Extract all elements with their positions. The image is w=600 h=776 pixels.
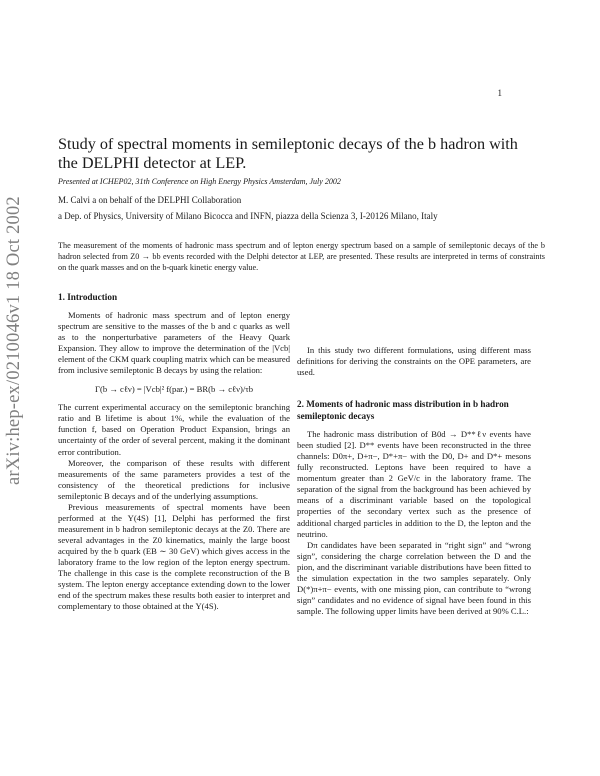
intro-paragraph-5: In this study two different formulations, using different mass definitions for deriving the constraints on the OPE parameters, are used. [297,345,531,378]
abstract: The measurement of the moments of hadronic mass spectrum and of lepton energy spectrum based on a sample of semileptonic decays of the b hadron selected from Z0 → bb events recorded with the Delphi detector at LEP, are presented. These results are interpreted in terms of constraints on the quark masses and on the b-quark kinetic energy value. [58,241,545,272]
left-column [58,291,290,612]
intro-paragraph-4: Previous measurements of spectral moments have been performed at the Υ(4S) [1], Delphi has performed the first measurement in b hadron semileptonic decays at the Z0. There are several advantages in the Z0 kinematics, mainly the large boost acquired by the b quark (EB ∼ 30 GeV) which gives access in the laboratory frame to the low region of the lepton energy spectrum. The challenge in this case is the complete reconstruction of the B system. The lepton energy acceptance extending down to the lower end of the spectrum makes these results both easier to interpret and complementary to those obtained at the Υ(4S). [58,501,290,612]
section-2-paragraph-1: The hadronic mass distribution of B0d → D**ℓν events have been studied [2]. D** events have been reconstructed in the three channels: D0π+, D+π−, D*+π− with the D0, D+ and D*+ mesons fully reconstructed. Leptons have been required to have a momentum greater than 2 GeV/c in the laboratory frame. The separation of the signal from the background has been achieved by means of a discriminant variable based on the topological properties of the secondary vertex such as the presence of additional charged particles in addition to the D, the lepton and the neutrino. [297,429,531,539]
intro-paragraph-2: The current experimental accuracy on the semileptonic branching ratio and B lifetime is about 1%, while the evaluation of the function f, based on Operation Product Expansion, brings an uncertainty of the order of several percent, making it the dominant error contribution. [58,402,290,457]
paper-title: Study of spectral moments in semileptonic decays of the b hadron with the DELPHI detector at LEP. [58,135,518,172]
intro-paragraph-3: Moreover, the comparison of these results with different measurements of the same parameters provides a test of the consistency of the theoretical predictions for inclusive semileptonic B decays and of the underlying assumptions. [58,457,290,501]
section-1-heading: 1. Introduction [58,292,118,302]
section-2-paragraph-2: Dπ candidates have been separated in “right sign” and “wrong sign”, considering the charge correlation between the D and the pion, and the discriminant variable distributions have been fitted to the simulation expectation in the two samples separately. Only D(*)π+π− events, with one missing pion, can contribute to “wrong sign” candidates and no evidence of signal have been found in this sample. The following upper limits have been derived at 90% C.L.: [297,539,531,616]
right-column [297,291,531,617]
arxiv-identifier: arXiv:hep-ex/0210046v1 18 Oct 2002 [4,196,24,485]
conference-note: Presented at ICHEP02, 31th Conference on High Energy Physics Amsterdam, July 2002 [58,177,341,186]
page-number: 1 [497,88,502,98]
author-line: M. Calvi a on behalf of the DELPHI Collaboration [58,195,242,205]
intro-paragraph-1: Moments of hadronic mass spectrum and of lepton energy spectrum are sensitive to the masses of the b and c quarks as well as to the nonperturbative parameters of the Heavy Quark Expansion. They allow to improve the determination of the |Vcb| element of the CKM quark coupling matrix which can be measured from inclusive semileptonic B decays by using the relation: [58,310,290,376]
section-2-heading: 2. Moments of hadronic mass distribution in b hadron semileptonic decays [297,399,509,422]
affiliation-line: a Dep. of Physics, University of Milano Bicocca and INFN, piazza della Scienza 3, I-20126 Milano, Italy [58,211,438,221]
decay-width-equation: Γ(b → cℓν) = |Vcb|² f(par.) = BR(b → cℓν)/τb [94,384,254,395]
